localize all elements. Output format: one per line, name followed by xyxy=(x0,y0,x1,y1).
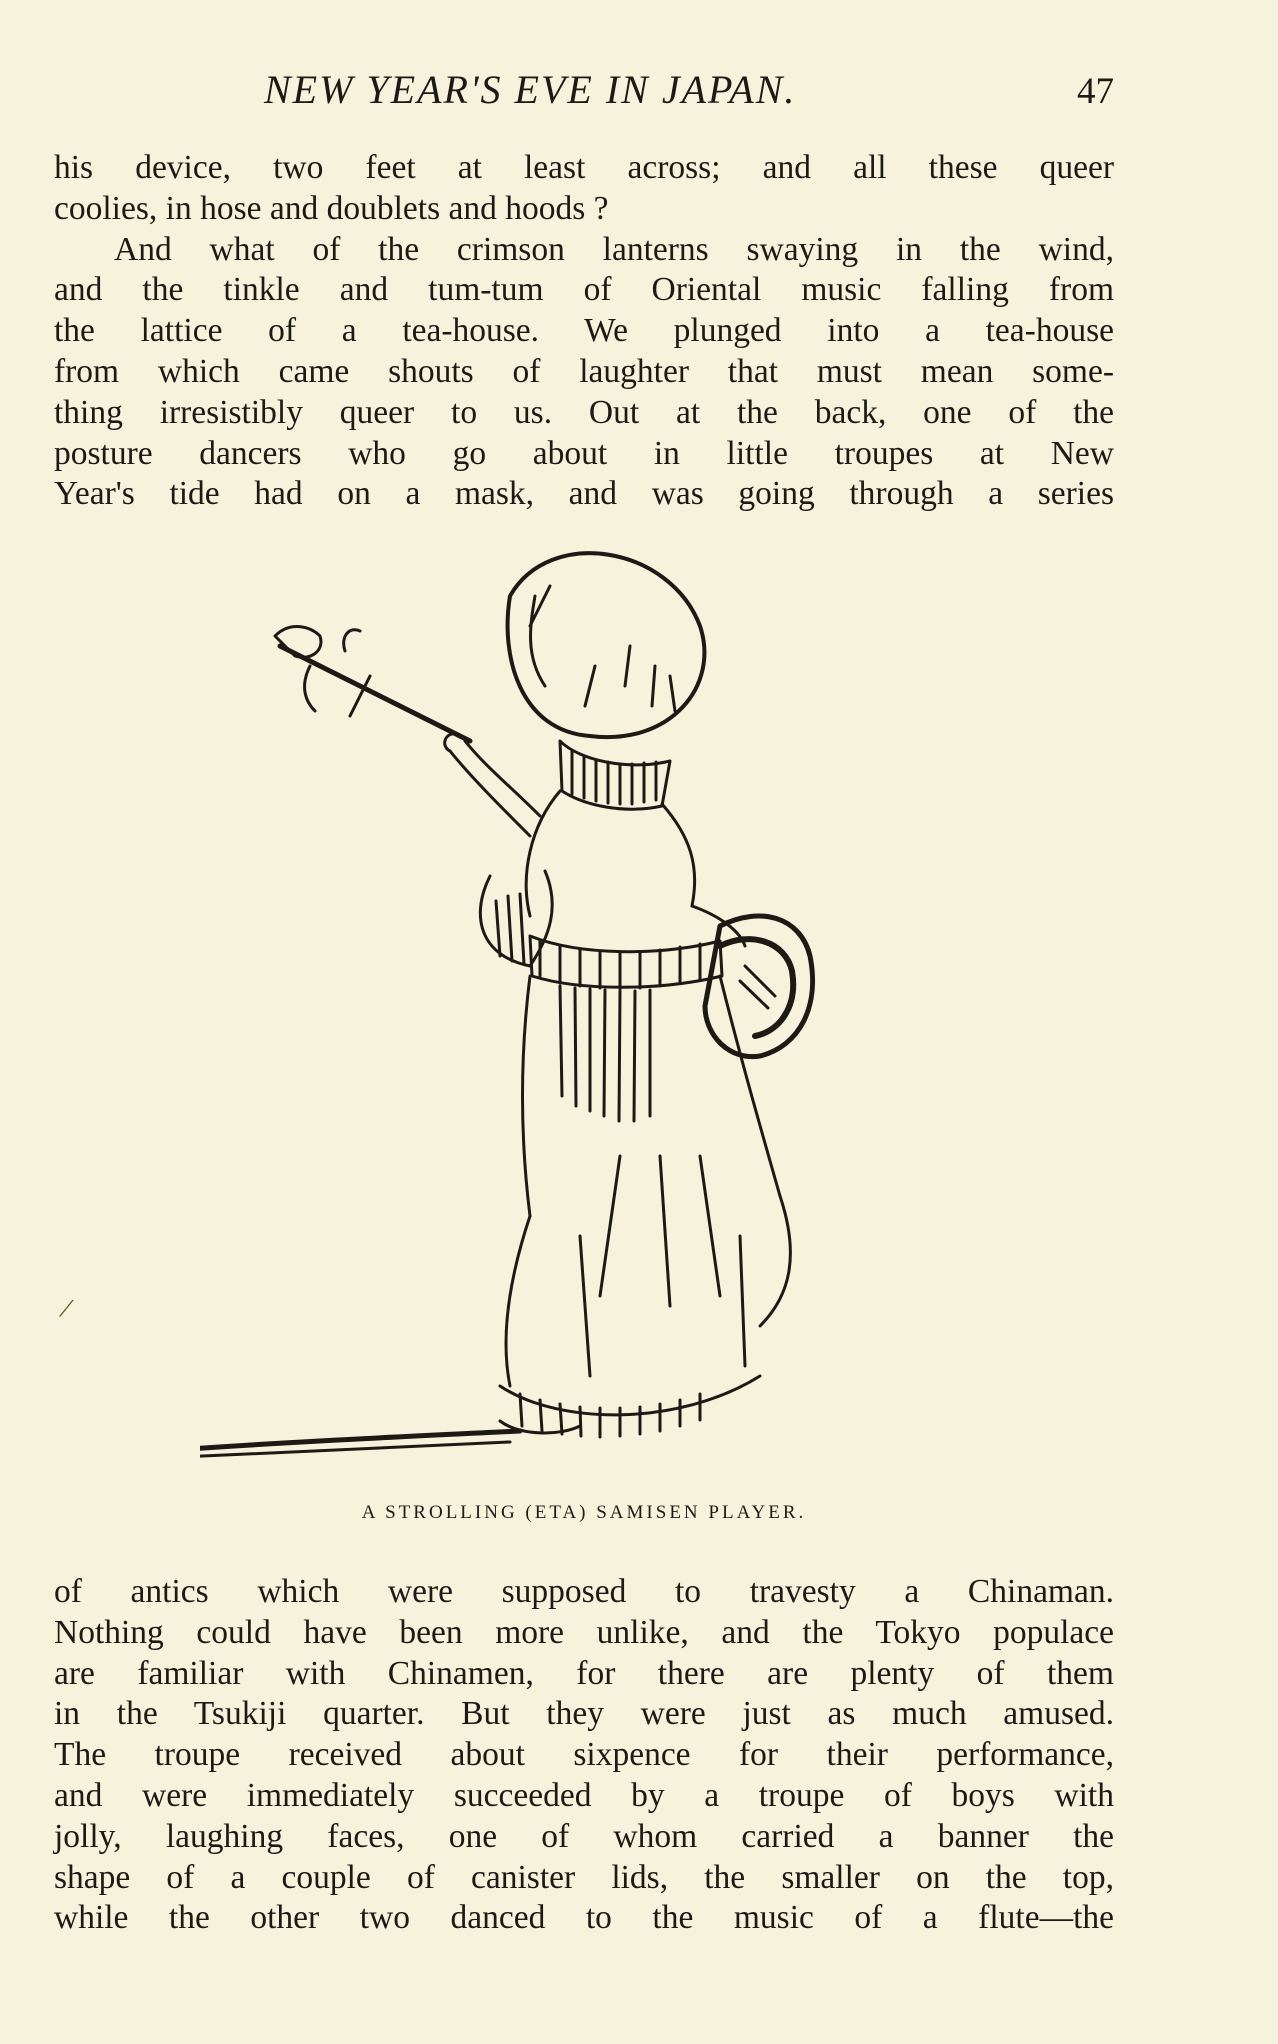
figure-caption: A STROLLING (ETA) SAMISEN PLAYER. xyxy=(361,1502,807,1523)
body-text-top xyxy=(54,148,1114,515)
stray-ink-mark: / xyxy=(56,1291,76,1326)
text-line: of antics which were supposed to travesty a Chinaman. xyxy=(54,1573,1114,1610)
page-number: 47 xyxy=(1077,71,1114,112)
body-text-bottom xyxy=(54,1572,1114,1939)
text-line: and the tinkle and tum-tum of Oriental music falling from xyxy=(54,271,1114,309)
text-line: his device, two feet at least across; and all these queer xyxy=(54,149,1114,186)
text-line: posture dancers who go about in little troupes at New xyxy=(54,434,1114,472)
text-line: coolies, in hose and doublets and hoods ? xyxy=(54,189,609,227)
text-line: Year's tide had on a mask, and was going through a series xyxy=(54,475,1114,513)
text-line: the lattice of a tea-house. We plunged into a tea-house xyxy=(54,312,1114,350)
text-line: And what of the crimson lanterns swaying in the wind, xyxy=(114,230,1114,268)
text-line: thing irresistibly queer to us. Out at the back, one of the xyxy=(54,393,1114,431)
text-line: jolly, laughing faces, one of whom carried a banner the xyxy=(54,1817,1114,1855)
text-line: from which came shouts of laughter that must mean some- xyxy=(54,352,1114,390)
text-line: are familiar with Chinamen, for there are plenty of them xyxy=(54,1654,1114,1692)
text-line: The troupe received about sixpence for their performance, xyxy=(54,1736,1114,1774)
samisen-player-illustration xyxy=(200,536,880,1496)
text-line: Nothing could have been more unlike, and the Tokyo populace xyxy=(54,1613,1114,1651)
text-line: while the other two danced to the music of a flute—the xyxy=(54,1899,1114,1937)
text-line: and were immediately succeeded by a troupe of boys with xyxy=(54,1776,1114,1814)
text-line: shape of a couple of canister lids, the smaller on the top, xyxy=(54,1858,1114,1896)
text-line: in the Tsukiji quarter. But they were just as much amused. xyxy=(54,1695,1114,1733)
running-title: NEW YEAR'S EVE IN JAPAN. xyxy=(264,67,797,112)
running-head xyxy=(54,66,1114,122)
samisen-player-drawing xyxy=(200,536,880,1496)
